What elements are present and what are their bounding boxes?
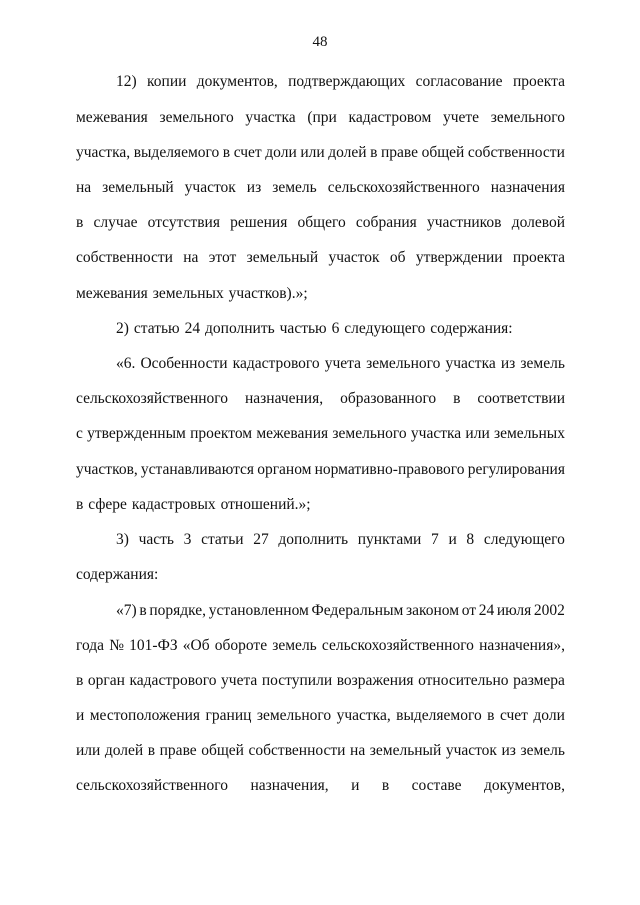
text-word: 101-ФЗ bbox=[129, 637, 178, 654]
text-word: Особенности bbox=[140, 355, 228, 372]
text-word: участок bbox=[328, 249, 380, 266]
text-word: собственности bbox=[248, 742, 346, 759]
text-word: частью bbox=[279, 320, 327, 337]
text-word: в bbox=[139, 602, 147, 619]
text-word: из bbox=[246, 179, 262, 196]
text-word: в bbox=[76, 496, 84, 513]
text-word: отношений.»; bbox=[220, 496, 311, 513]
text-word: документов, bbox=[196, 73, 278, 90]
text-word: долей bbox=[104, 742, 144, 759]
text-word: кадастрового bbox=[232, 355, 320, 372]
text-word: земель bbox=[272, 637, 317, 654]
text-word: следующего bbox=[344, 320, 426, 337]
text-word: содержания: bbox=[430, 320, 513, 337]
text-word: «7) bbox=[116, 602, 137, 619]
text-word: земельных bbox=[152, 285, 224, 302]
text-word: 3) bbox=[116, 531, 129, 548]
text-word: с bbox=[76, 425, 83, 442]
text-word: этот bbox=[208, 249, 237, 266]
text-word: межевания bbox=[76, 285, 148, 302]
text-line bbox=[76, 706, 565, 726]
text-word: 7 bbox=[431, 531, 439, 548]
text-word: назначения bbox=[490, 179, 565, 196]
text-word: в bbox=[453, 390, 461, 407]
text-word: копии bbox=[147, 73, 187, 90]
text-word: от bbox=[461, 602, 477, 619]
text-word: счет bbox=[233, 144, 262, 161]
text-word: июля bbox=[496, 602, 532, 619]
text-word: участков, bbox=[76, 461, 138, 478]
text-word: 27 bbox=[253, 531, 269, 548]
text-line bbox=[76, 213, 565, 233]
text-word: доли bbox=[533, 707, 565, 724]
text-word: проектом bbox=[190, 425, 253, 442]
text-word: собственности bbox=[467, 144, 565, 161]
text-word: 12) bbox=[116, 73, 137, 90]
text-word: (при bbox=[307, 109, 337, 126]
text-word: сельскохозяйственного bbox=[321, 637, 474, 654]
text-line bbox=[76, 178, 565, 198]
text-word: участка bbox=[410, 425, 462, 442]
text-word: обороте bbox=[214, 637, 268, 654]
text-word: 6 bbox=[331, 320, 340, 337]
text-word: проекта bbox=[512, 249, 565, 266]
text-word: в bbox=[487, 707, 495, 724]
text-word: доли bbox=[265, 144, 297, 161]
text-word: из bbox=[500, 355, 516, 372]
text-word: об bbox=[389, 249, 406, 266]
text-word: 8 bbox=[466, 531, 475, 548]
text-word: нормативно-правового bbox=[314, 461, 465, 478]
text-word: «6. bbox=[116, 355, 136, 372]
text-word: «Об bbox=[182, 637, 210, 654]
text-word: орган bbox=[87, 672, 125, 689]
text-word: выделяемого bbox=[133, 144, 220, 161]
text-word: 2002 bbox=[533, 602, 565, 619]
text-word: учета bbox=[324, 355, 362, 372]
text-word: порядке, bbox=[149, 602, 207, 619]
text-word: проекта bbox=[512, 73, 565, 90]
text-line bbox=[76, 671, 565, 691]
text-word: составе bbox=[411, 777, 462, 794]
text-word: в bbox=[222, 144, 231, 161]
text-word: долевой bbox=[511, 214, 565, 231]
text-word: 24 bbox=[478, 602, 495, 619]
page-number: 48 bbox=[312, 34, 328, 50]
text-word: регулирования bbox=[467, 461, 565, 478]
text-word: 3 bbox=[183, 531, 192, 548]
text-line bbox=[116, 530, 565, 550]
text-line bbox=[76, 741, 565, 761]
text-word: участка, bbox=[336, 707, 391, 724]
text-word: сельскохозяйственного bbox=[76, 777, 229, 794]
text-word: земельный bbox=[246, 249, 319, 266]
text-word: или bbox=[465, 425, 490, 442]
text-word: земельных bbox=[494, 425, 565, 442]
text-word: отсутствия bbox=[147, 214, 220, 231]
text-word: долей bbox=[328, 144, 367, 161]
text-line bbox=[76, 565, 565, 585]
text-word: и bbox=[448, 531, 457, 548]
text-word: местоположения bbox=[89, 707, 201, 724]
text-word: 24 bbox=[184, 320, 201, 337]
text-word: учета bbox=[221, 672, 258, 689]
text-word: назначения», bbox=[479, 637, 565, 654]
text-word: межевания bbox=[76, 109, 148, 126]
text-word: учете bbox=[442, 109, 480, 126]
text-line bbox=[76, 108, 565, 128]
text-word: и bbox=[76, 707, 85, 724]
text-word: решения bbox=[230, 214, 288, 231]
text-word: собрания bbox=[355, 214, 417, 231]
text-word: или bbox=[300, 144, 325, 161]
text-word: кадастрового bbox=[129, 672, 217, 689]
text-word: из bbox=[501, 742, 516, 759]
text-word: установленном bbox=[208, 602, 309, 619]
text-word: в bbox=[381, 777, 390, 794]
text-line bbox=[116, 72, 565, 92]
text-word: сельскохозяйственного bbox=[327, 179, 480, 196]
text-word: образованного bbox=[340, 390, 437, 407]
text-word: участка, bbox=[76, 144, 131, 161]
text-word: размера bbox=[513, 672, 565, 689]
text-line bbox=[76, 636, 565, 656]
text-word: утверждении bbox=[415, 249, 503, 266]
text-word: сфере bbox=[88, 496, 127, 513]
text-word: содержания: bbox=[76, 566, 159, 583]
text-line bbox=[116, 354, 565, 374]
text-word: возражения bbox=[336, 672, 414, 689]
text-word: общей bbox=[201, 742, 244, 759]
text-word: земельного bbox=[159, 109, 234, 126]
text-word: статьи bbox=[201, 531, 244, 548]
text-word: земельного bbox=[256, 707, 332, 724]
text-word: на bbox=[183, 249, 199, 266]
text-line bbox=[76, 460, 565, 480]
text-word: или bbox=[76, 742, 101, 759]
text-word: межевания bbox=[256, 425, 329, 442]
text-word: кадастровом bbox=[348, 109, 432, 126]
text-word: поступили bbox=[261, 672, 333, 689]
text-word: праве bbox=[381, 144, 419, 161]
text-word: и bbox=[351, 777, 360, 794]
text-word: законом bbox=[405, 602, 460, 619]
text-word: пунктами bbox=[357, 531, 422, 548]
text-word: участников bbox=[427, 214, 502, 231]
text-word: земель bbox=[272, 179, 317, 196]
text-word: кадастровых bbox=[131, 496, 216, 513]
text-word: соответствии bbox=[477, 390, 565, 407]
text-word: года bbox=[76, 637, 105, 654]
text-word: часть bbox=[138, 531, 174, 548]
text-line bbox=[76, 776, 565, 796]
text-word: утвержденным bbox=[87, 425, 186, 442]
text-word: земель bbox=[520, 355, 565, 372]
text-word: в bbox=[76, 672, 84, 689]
text-word: участков).»; bbox=[228, 285, 308, 302]
text-word: статью bbox=[133, 320, 180, 337]
text-word: земельного bbox=[366, 355, 441, 372]
text-word: границ bbox=[205, 707, 252, 724]
text-word: сельскохозяйственного bbox=[76, 390, 229, 407]
text-word: устанавливаются bbox=[140, 461, 255, 478]
text-word: подтверждающих bbox=[288, 73, 406, 90]
text-word: участка bbox=[245, 109, 296, 126]
text-word: выделяемого bbox=[396, 707, 482, 724]
text-word: назначения, bbox=[250, 777, 329, 794]
text-line bbox=[76, 424, 565, 444]
text-line bbox=[76, 495, 565, 515]
text-word: участка bbox=[445, 355, 496, 372]
text-word: праве bbox=[159, 742, 197, 759]
text-word: в bbox=[370, 144, 378, 161]
text-line bbox=[76, 284, 565, 304]
text-word: дополнить bbox=[205, 320, 275, 337]
text-line bbox=[76, 389, 565, 409]
text-word: Федеральным bbox=[311, 602, 404, 619]
text-line bbox=[76, 143, 565, 163]
text-word: относительно bbox=[418, 672, 509, 689]
text-word: назначения, bbox=[244, 390, 324, 407]
text-word: документов, bbox=[483, 777, 565, 794]
text-word: органом bbox=[257, 461, 312, 478]
text-word: земельный bbox=[369, 742, 442, 759]
text-word: собственности bbox=[76, 249, 173, 266]
text-word: общей bbox=[421, 144, 465, 161]
text-word: земельный bbox=[102, 179, 174, 196]
text-word: на bbox=[76, 179, 92, 196]
text-word: счет bbox=[499, 707, 528, 724]
text-word: земель bbox=[520, 742, 565, 759]
text-word: следующего bbox=[483, 531, 565, 548]
text-word: земельного bbox=[490, 109, 565, 126]
text-line bbox=[76, 248, 565, 268]
text-word: участок bbox=[184, 179, 236, 196]
text-word: случае bbox=[93, 214, 138, 231]
text-word: земельного bbox=[332, 425, 407, 442]
text-word: дополнить bbox=[278, 531, 349, 548]
text-word: участок bbox=[445, 742, 497, 759]
text-line bbox=[116, 319, 565, 339]
text-word: 2) bbox=[116, 320, 129, 337]
text-word: согласование bbox=[415, 73, 503, 90]
text-word: № bbox=[109, 637, 124, 654]
text-word: общего bbox=[297, 214, 346, 231]
text-line bbox=[116, 601, 565, 621]
text-word: в bbox=[76, 214, 84, 231]
text-word: в bbox=[147, 742, 156, 759]
text-word: на bbox=[350, 742, 366, 759]
